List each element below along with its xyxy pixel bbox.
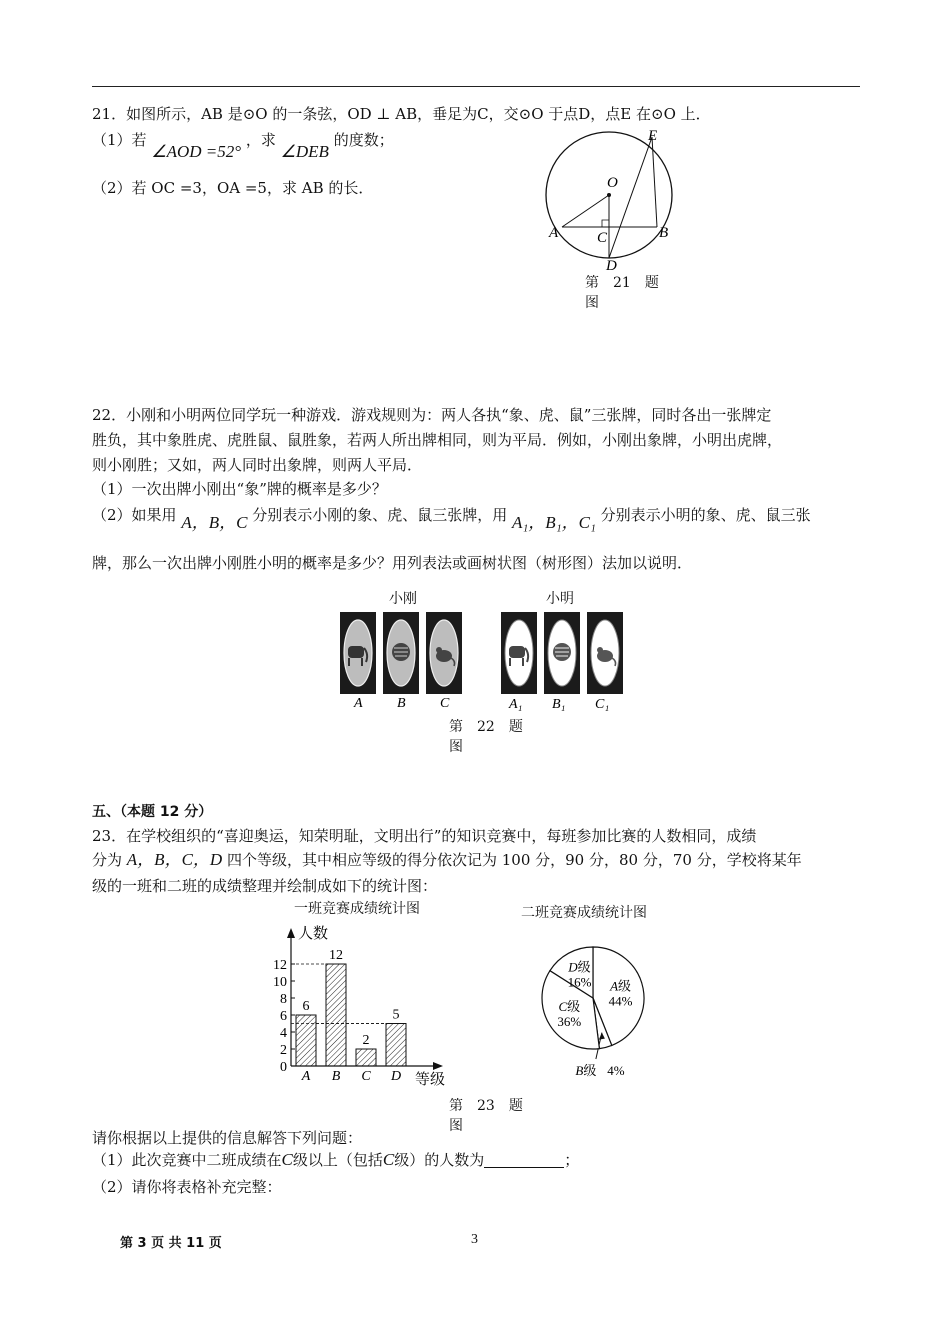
card-label-a1: A₁ [509,697,523,712]
bar-B [326,964,346,1066]
q21-part1: （1）若 ∠AOD =52° ，求 ∠DEB 的度数； [92,131,394,161]
card-gang-elephant [340,612,376,694]
bar-y-tick-label: 6 [280,1009,287,1024]
q21-part2: （2）若 OC =3，OA =5，求 AB 的长． [92,179,374,197]
right-angle-mark [602,220,609,227]
bar-y-arrow [287,928,295,938]
card-ming-elephant [501,612,537,694]
label-d: D [606,258,617,272]
pie-slice-percent-small: 4% [607,1063,625,1078]
segment-de [609,137,652,258]
q22-line-last: 牌，那么一次出牌小刚胜小明的概率是多少？用列表法或画树状图（树形图）法加以说明． [92,554,693,572]
bar-value-label: 6 [302,999,310,1014]
name-xiaoming: 小明 [546,591,574,607]
q21-circle-figure [530,122,690,272]
bar-A [296,1015,316,1066]
bar-C [356,1049,376,1066]
q22-line1: 22．小刚和小明两位同学玩一种游戏．游戏规则为：两人各执“象、虎、鼠”三张牌，同时各出一张牌定 [92,406,772,424]
q23-line1: 23．在学校组织的“喜迎奥运，知荣明耻，文明出行”的知识竞赛中，每班参加比赛的人数相同，成绩 [92,827,757,845]
bar-y-tick-label: 12 [273,958,287,973]
card-label-b: B [397,696,406,711]
pie-chart [525,930,675,1090]
card-gang-tiger [383,612,419,694]
bar-D [386,1024,406,1067]
q23-prompt: 请你根据以上提供的信息解答下列问题： [92,1129,363,1147]
card-gang-mouse [426,612,462,694]
section-5-title: 五、（本题 12 分） [92,804,213,820]
bar-y-tick-label: 8 [280,992,287,1007]
bar-category-label: D [390,1069,402,1084]
card-ming-mouse [587,612,623,694]
pie-slice-label: D级 [568,959,591,976]
q23-part2: （2）请你将表格补充完整： [92,1178,282,1196]
bar-y-tick-label: 4 [280,1026,287,1041]
bar-category-label: B [331,1069,341,1084]
label-e: E [648,128,658,144]
bar-x-label: 等级 [415,1072,446,1088]
pie-slice-percent: 16% [567,974,592,990]
label-b: B [659,225,669,241]
q22-caption-2: 图 [449,739,463,755]
q22-line2: 胜负，其中象胜虎、虎胜鼠、鼠胜象，若两人所出牌相同，则为平局．例如，小刚出象牌，小明出虎牌， [92,431,783,449]
q21-stem: 21．如图所示，AB 是⊙O 的一条弦，OD ⊥ AB，垂足为C，交⊙O 于点D，点E 在⊙O 上． [92,105,711,123]
card-ming-tiger [544,612,580,694]
footer-page-info: 第 3 页 共 11 页 [120,1236,222,1251]
pie-slice-label-small: B级 [575,1063,597,1079]
header-rule [92,86,860,87]
bar-value-label: 12 [329,948,343,963]
q23-line3: 级的一班和二班的成绩整理并绘制成如下的统计图： [92,877,438,895]
bar-y-tick-label: 0 [280,1060,287,1075]
bar-y-tick-label: 10 [273,975,287,990]
pie-slice-label: A级 [610,978,632,995]
footer-page-number: 3 [471,1232,478,1247]
q22-cards-figure [335,608,635,713]
label-o: O [607,175,618,191]
label-a: A [549,225,559,241]
bar-y-label: 人数 [298,926,329,942]
bar-x-arrow [433,1062,443,1070]
q23-part1: （1）此次竞赛中二班成绩在C级以上（包括C级）的人数为 ； [92,1150,580,1169]
card-label-c: C [440,696,450,711]
pie-slice-percent: 36% [557,1014,582,1030]
q22-part1: （1）一次出牌小刚出“象”牌的概率是多少？ [92,480,387,498]
q21-angle-deb: ∠DEB [280,142,329,161]
pie-chart-title: 二班竞赛成绩统计图 [521,905,647,921]
q23-caption-2: 图 [449,1118,463,1134]
pie-slice-percent: 44% [608,993,633,1009]
bar-category-label: C [361,1069,371,1084]
q23-line2: 分为 A，B，C，D 四个等级，其中相应等级的得分依次记为 100 分，90 分，80 分，70 分，学校将某年 [92,850,802,869]
q23-caption: 第 23 题 [449,1098,523,1114]
bar-value-label: 5 [392,1007,400,1023]
bar-chart [255,918,465,1093]
bar-y-tick-label: 2 [280,1043,287,1058]
q22-caption: 第 22 题 [449,719,523,735]
card-label-b1: B₁ [552,697,566,712]
center-point [607,193,611,197]
q22-line3: 则小刚胜；又如，两人同时出象牌，则两人平局． [92,456,423,474]
bar-value-label: 2 [362,1033,370,1048]
q21-caption: 第 21 题 [585,275,659,291]
card-label-a: A [354,696,363,711]
q21-caption-2: 图 [585,295,599,311]
bar-chart-title: 一班竞赛成绩统计图 [294,901,420,917]
q21-angle-aod: ∠AOD =52° [151,142,242,161]
card-label-c1: C₁ [595,697,610,712]
name-xiaogang: 小刚 [389,591,417,607]
label-c: C [597,230,608,246]
bar-category-label: A [301,1069,311,1084]
answer-blank[interactable] [484,1153,564,1168]
pie-slice-label: C级 [558,999,581,1016]
q22-part2: （2）如果用 A，B，C 分别表示小刚的象、虎、鼠三张牌，用 A₁，B₁，C₁ 分别表示小明的象、虎、鼠三张 [92,506,811,532]
